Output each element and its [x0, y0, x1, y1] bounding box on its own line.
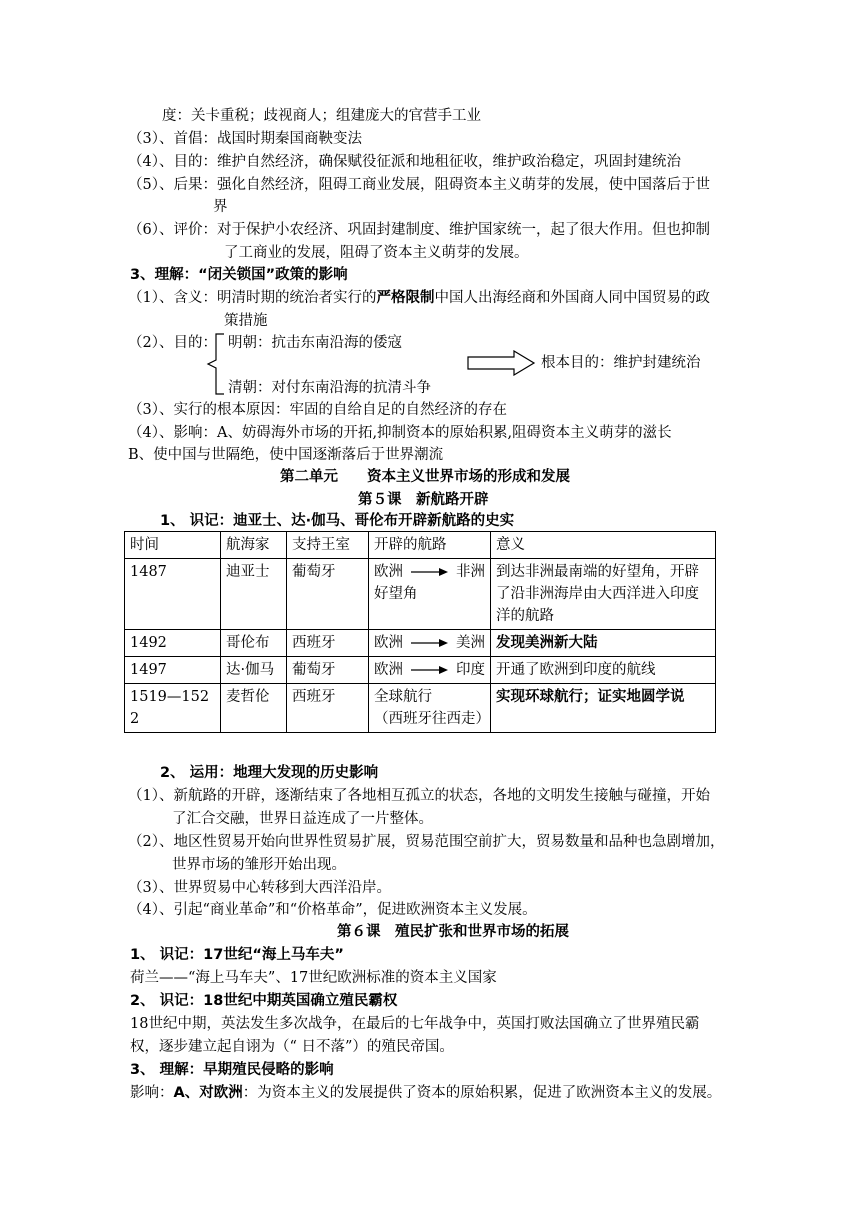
cell-navigator: 哥伦布	[221, 630, 287, 657]
list-item: （4）、目的：维护自然经济，确保赋役征派和地租征收，维护政治稳定，巩固封建统治	[128, 154, 681, 170]
list-item-continuation: 界	[213, 199, 228, 215]
definition-continuation: 策措施	[224, 313, 268, 329]
cell-route	[369, 657, 491, 684]
column-header: 意义	[491, 532, 716, 559]
text-line	[130, 1082, 721, 1104]
column-header: 时间	[125, 532, 221, 559]
table-row	[125, 630, 716, 657]
list-item: （3）、实行的根本原因：牢固的自给自足的自然经济的存在	[128, 402, 507, 418]
cell-time: 1492	[125, 630, 221, 657]
cell-navigator: 迪亚士	[221, 559, 287, 630]
list-item-continuation: 了工商业的发展，阻碍了资本主义萌芽的发展。	[224, 245, 529, 261]
list-item: （4）、引起“商业革命”和“价格革命”，促进欧洲资本主义发展。	[128, 902, 537, 918]
list-item: （3）、世界贸易中心转移到大西洋沿岸。	[128, 880, 391, 896]
cell-time: 1487	[125, 559, 221, 630]
lesson-title: 第６课 殖民扩张和世界市场的拓展	[337, 924, 569, 940]
arrow-right-icon	[466, 350, 538, 376]
section-heading: 1、 识记：17世纪“海上马车夫”	[130, 947, 344, 963]
impact-prefix: 影响：	[130, 1085, 174, 1101]
cell-route	[369, 559, 491, 630]
cell-route	[369, 684, 491, 733]
cell-time: 1519—1522	[125, 684, 221, 733]
section-heading: 2、 识记：18世纪中期英国确立殖民霸权	[130, 993, 398, 1009]
arrow-right-icon	[411, 566, 449, 578]
cell-meaning: 到达非洲最南端的好望角，开辟了沿非洲海岸由大西洋进入印度洋的航路	[491, 559, 716, 630]
brace-icon	[204, 332, 228, 396]
route-extra: （西班牙往西走）	[374, 711, 490, 727]
list-item-continuation: 了汇合交融，世界日益连成了一片整体。	[172, 811, 433, 827]
arrow-right-icon	[411, 637, 449, 649]
unit-title: 第二单元 资本主义世界市场的形成和发展	[280, 469, 570, 485]
section-heading: 3、理解：“闭关锁国”政策的影响	[130, 267, 348, 283]
cell-route	[369, 630, 491, 657]
list-item: （6）、评价：对于保护小农经济、巩固封建制度、维护国家统一，起了很大作用。但也抑制	[128, 222, 710, 238]
list-item: （4）、影响：A、妨碍海外市场的开拓,抑制资本的原始积累,阻碍资本主义萌芽的滋长	[128, 425, 672, 441]
table-header-row	[125, 532, 716, 559]
section-heading: 1、 识记：迪亚士、达·伽马、哥伦布开辟新航路的史实	[160, 513, 515, 529]
section-heading: 2、 运用：地理大发现的历史影响	[160, 765, 379, 781]
text-line: 荷兰——“海上马车夫”、17世纪欧洲标准的资本主义国家	[130, 970, 497, 986]
definition-text: 中国人出海经商和外国商人同中国贸易的政	[434, 290, 710, 306]
qing-purpose: 清朝：对付东南沿海的抗清斗争	[228, 380, 431, 396]
text-line: 权，逐步建立起自诩为（“ 日不落”）的殖民帝国。	[130, 1039, 454, 1055]
list-item-continuation: 世界市场的雏形开始出现。	[172, 857, 346, 873]
column-header: 支持王室	[287, 532, 369, 559]
cell-navigator: 麦哲伦	[221, 684, 287, 733]
route-to: 美洲	[456, 635, 485, 651]
route-to: 印度	[456, 662, 485, 678]
definition-line	[128, 287, 710, 309]
table-row	[125, 684, 716, 733]
definition-text: （1）、含义：明清时期的统治者实行的	[128, 290, 377, 306]
list-item: B、使中国与世隔绝，使中国逐渐落后于世界潮流	[128, 447, 444, 463]
cell-meaning: 发现美洲新大陆	[491, 630, 716, 657]
lesson-title: 第５课 新航路开辟	[358, 492, 489, 508]
route-extra: 好望角	[374, 586, 418, 602]
arrow-right-icon	[411, 664, 449, 676]
cell-time: 1497	[125, 657, 221, 684]
route-from: 欧洲	[374, 635, 403, 651]
table-row	[125, 559, 716, 630]
ming-purpose: 明朝：抗击东南沿海的倭寇	[228, 335, 402, 351]
voyages-table	[124, 531, 716, 733]
table-row	[125, 657, 716, 684]
list-item: （3）、首倡：战国时期秦国商鞅变法	[128, 131, 362, 147]
cell-meaning: 开通了欧洲到印度的航线	[491, 657, 716, 684]
column-header: 开辟的航路	[369, 532, 491, 559]
cell-navigator: 达·伽马	[221, 657, 287, 684]
route-from: 全球航行	[374, 689, 432, 705]
cell-crown: 葡萄牙	[287, 559, 369, 630]
list-item: （2）、地区性贸易开始向世界性贸易扩展，贸易范围空前扩大，贸易数量和品种也急剧增加，	[128, 834, 725, 850]
route-from: 欧洲	[374, 662, 403, 678]
column-header: 航海家	[221, 532, 287, 559]
definition-emphasis: 严格限制	[376, 290, 435, 306]
section-heading: 3、 理解：早期殖民侵略的影响	[130, 1062, 334, 1078]
text-line: 18世纪中期，英法发生多次战争，在最后的七年战争中，英国打败法国确立了世界殖民霸	[130, 1016, 700, 1032]
impact-text: ：为资本主义的发展提供了资本的原始积累，促进了欧洲资本主义的发展。	[242, 1085, 722, 1101]
route-to: 非洲	[456, 564, 485, 580]
purpose-label: （2）、目的：	[128, 335, 217, 351]
cell-crown: 西班牙	[287, 684, 369, 733]
route-from: 欧洲	[374, 564, 403, 580]
cell-crown: 西班牙	[287, 630, 369, 657]
cell-meaning: 实现环球航行；证实地圆学说	[491, 684, 716, 733]
cell-crown: 葡萄牙	[287, 657, 369, 684]
text-line: 度：关卡重税；歧视商人；组建庞大的官营手工业	[162, 108, 481, 124]
list-item: （1）、新航路的开辟，逐渐结束了各地相互孤立的状态，各地的文明发生接触与碰撞，开始	[128, 788, 710, 804]
impact-emphasis: A、对欧洲	[173, 1085, 243, 1101]
root-purpose: 根本目的：维护封建统治	[541, 355, 701, 371]
list-item: （5）、后果：强化自然经济，阻碍工商业发展，阻碍资本主义萌芽的发展，使中国落后于世	[128, 177, 710, 193]
